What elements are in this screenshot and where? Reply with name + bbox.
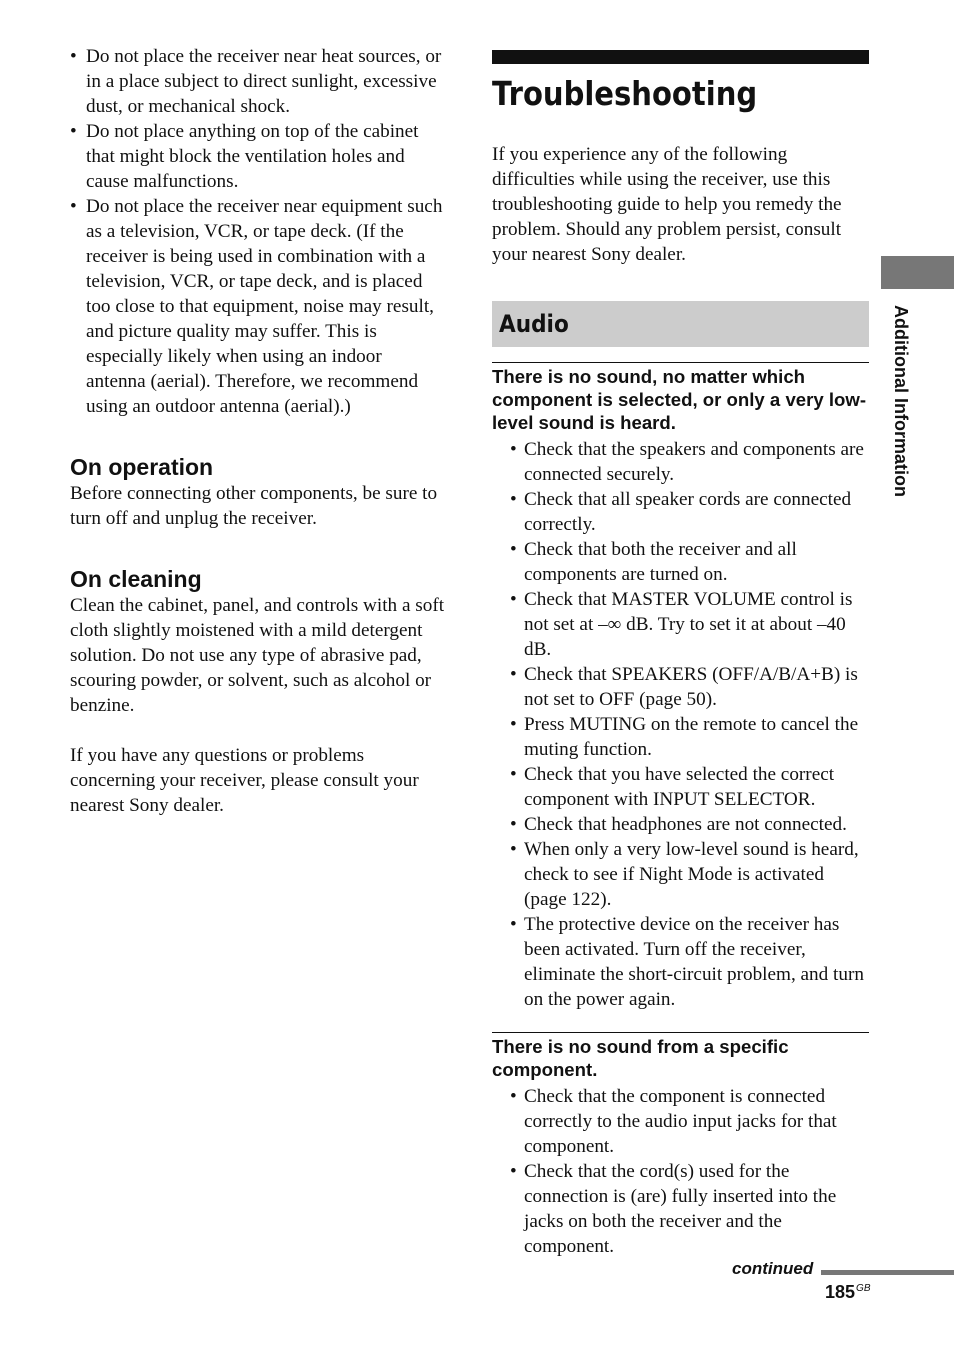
bullet-icon: • xyxy=(510,714,517,735)
list-item: • Check that headphones are not connected. xyxy=(510,814,847,835)
list-item: • When only a very low-level sound is heard, check to see if Night Mode is activated (page 122). xyxy=(510,839,859,910)
list-item: • Check that both the receiver and all components are turned on. xyxy=(510,539,797,585)
check-list xyxy=(492,437,869,1012)
continued-label: continued xyxy=(732,1259,814,1278)
bullet-icon: • xyxy=(70,46,77,67)
list-item: • Check that all speaker cords are connected correctly. xyxy=(510,489,852,535)
continued-bar xyxy=(821,1270,954,1275)
bullet-icon: • xyxy=(510,839,517,860)
on-cleaning-heading: On cleaning xyxy=(70,566,202,592)
on-operation-heading: On operation xyxy=(70,454,214,480)
title-rule xyxy=(492,50,869,64)
page-title: Troubleshooting xyxy=(492,74,758,113)
bullet-icon: • xyxy=(510,489,517,510)
page-number-value: 185 xyxy=(825,1282,856,1302)
precautions-list xyxy=(70,44,445,419)
section-tab-marker xyxy=(881,256,954,289)
bullet-icon: • xyxy=(70,121,77,142)
bullet-icon: • xyxy=(510,589,517,610)
section-heading-audio xyxy=(492,301,869,347)
bullet-icon: • xyxy=(510,764,517,785)
list-item: • Press MUTING on the remote to cancel the muting function. xyxy=(510,714,859,760)
on-operation-text: Before connecting other components, be sure to turn off and unplug the receiver. xyxy=(70,483,438,529)
bullet-icon: • xyxy=(510,439,517,460)
side-tab-label: Additional Information xyxy=(891,305,911,497)
list-item: • Do not place anything on top of the cabinet that might block the ventilation holes and cause malfunctions. xyxy=(70,121,419,192)
list-item: • Check that the cord(s) used for the connection is (are) fully inserted into the jacks on both the receiver and the component. xyxy=(510,1161,837,1257)
bullet-icon: • xyxy=(510,539,517,560)
left-column xyxy=(70,44,445,818)
bullet-icon: • xyxy=(510,1161,517,1182)
check-list xyxy=(492,1084,869,1259)
bullet-icon: • xyxy=(510,814,517,835)
list-item: • Check that SPEAKERS (OFF/A/B/A+B) is not set to OFF (page 50). xyxy=(510,664,858,710)
page-number xyxy=(825,1282,871,1303)
problem-title: There is no sound, no matter which component is selected, or only a very low-level sound is heard. xyxy=(492,366,867,433)
right-column xyxy=(492,50,869,1259)
bullet-icon: • xyxy=(510,664,517,685)
closing-text: If you have any questions or problems concerning your receiver, please consult your nearest Sony dealer. xyxy=(70,745,419,816)
list-item: • Check that you have selected the correct component with INPUT SELECTOR. xyxy=(510,764,835,810)
list-item: • Do not place the receiver near heat sources, or in a place subject to direct sunlight, excessive dust, or mechanical shock. xyxy=(70,46,442,117)
list-item: • Check that the component is connected correctly to the audio input jacks for that component. xyxy=(510,1086,837,1157)
list-item: • Do not place the receiver near equipment such as a television, VCR, or tape deck. (If the receiver is being used in combination with a television, VCR, or tape deck, and is placed too close to that equipment, noise may result, and picture quality may suffer. This is especially likely when using an indoor antenna (aerial). Therefore, we recommend using an outdoor antenna (aerial).) xyxy=(70,196,443,417)
list-item: • The protective device on the receiver has been activated. Turn off the receiver, eliminate the short-circuit problem, and turn on the power again. xyxy=(510,914,864,1010)
problem-block xyxy=(492,1032,869,1259)
problem-title: There is no sound from a specific component. xyxy=(492,1036,789,1080)
list-item: • Check that MASTER VOLUME control is not set at –∞ dB. Try to set it at about –40 dB. xyxy=(510,589,853,660)
bullet-icon: • xyxy=(70,196,77,217)
intro-text: If you experience any of the following difficulties while using the receiver, use this troubleshooting guide to help you remedy the problem. Should any problem persist, consult your nearest Sony dealer. xyxy=(492,144,842,265)
page-number-suffix: GB xyxy=(856,1283,871,1294)
bullet-icon: • xyxy=(510,1086,517,1107)
list-item: • Check that the speakers and components are connected securely. xyxy=(510,439,864,485)
bullet-icon: • xyxy=(510,914,517,935)
problem-block xyxy=(492,362,869,1012)
on-cleaning-text: Clean the cabinet, panel, and controls with a soft cloth slightly moistened with a mild detergent solution. Do not use any type of abrasive pad, scouring powder, or solvent, such as alcohol or benzine. xyxy=(70,595,445,716)
section-heading-label: Audio xyxy=(499,310,569,338)
